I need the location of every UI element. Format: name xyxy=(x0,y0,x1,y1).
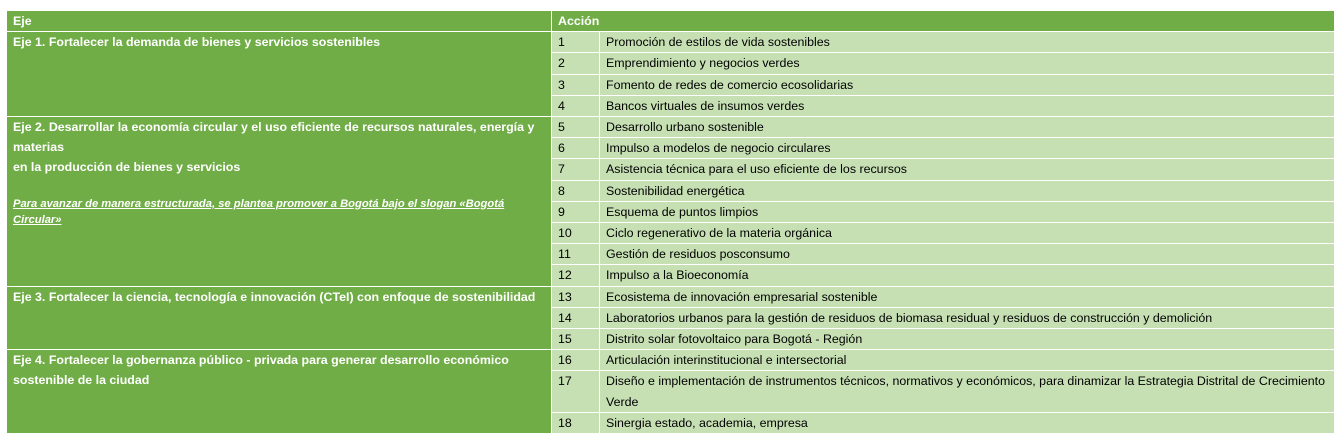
accion-text: Ecosistema de innovación empresarial sostenible xyxy=(600,286,1335,307)
eje-2-title-line2: en la producción de bienes y servicios xyxy=(13,160,241,175)
accion-number: 15 xyxy=(552,329,600,350)
eje-1-cell xyxy=(7,32,552,117)
accion-number: 1 xyxy=(552,32,600,53)
accion-number: 3 xyxy=(552,74,600,95)
accion-text: Ciclo regenerativo de la materia orgánica xyxy=(600,223,1335,244)
eje-2-cell xyxy=(7,117,552,287)
accion-number: 6 xyxy=(552,138,600,159)
eje-3-title: Eje 3. Fortalecer la ciencia, tecnología e innovación (CTeI) con enfoque de sostenibilidad xyxy=(13,289,536,304)
accion-text: Asistencia técnica para el uso eficiente de los recursos xyxy=(600,159,1335,180)
accion-number: 11 xyxy=(552,244,600,265)
eje-3-cell xyxy=(7,286,552,350)
accion-number: 9 xyxy=(552,201,600,222)
accion-number: 13 xyxy=(552,286,600,307)
accion-number: 17 xyxy=(552,371,600,412)
accion-number: 7 xyxy=(552,159,600,180)
header-row xyxy=(7,11,1335,32)
accion-number: 14 xyxy=(552,307,600,328)
accion-number: 4 xyxy=(552,95,600,116)
ejes-acciones-table xyxy=(6,10,1335,434)
table-row xyxy=(7,350,1335,371)
accion-text: Desarrollo urbano sostenible xyxy=(600,117,1335,138)
accion-number: 16 xyxy=(552,350,600,371)
accion-number: 10 xyxy=(552,223,600,244)
accion-text: Impulso a la Bioeconomía xyxy=(600,265,1335,286)
accion-text: Esquema de puntos limpios xyxy=(600,201,1335,222)
accion-text: Diseño e implementación de instrumentos técnicos, normativos y económicos, para dinamizar la Estrategia Distrital de Crecimiento Verde xyxy=(600,371,1335,412)
accion-text: Fomento de redes de comercio ecosolidarias xyxy=(600,74,1335,95)
accion-number: 5 xyxy=(552,117,600,138)
accion-number: 18 xyxy=(552,412,600,433)
table-row xyxy=(7,286,1335,307)
accion-text: Emprendimiento y negocios verdes xyxy=(600,53,1335,74)
accion-number: 12 xyxy=(552,265,600,286)
accion-number: 8 xyxy=(552,180,600,201)
accion-text: Sinergia estado, academia, empresa xyxy=(600,412,1335,433)
accion-text: Bancos virtuales de insumos verdes xyxy=(600,95,1335,116)
eje-4-title: Eje 4. Fortalecer la gobernanza público - privada para generar desarrollo económico sostenible de la ciudad xyxy=(13,353,509,388)
accion-text: Distrito solar fotovoltaico para Bogotá - Región xyxy=(600,329,1335,350)
accion-text: Sostenibilidad energética xyxy=(600,180,1335,201)
table-row xyxy=(7,117,1335,138)
accion-text: Laboratorios urbanos para la gestión de residuos de biomasa residual y residuos de construcción y demolición xyxy=(600,307,1335,328)
header-eje: Eje xyxy=(7,11,552,32)
accion-text: Gestión de residuos posconsumo xyxy=(600,244,1335,265)
eje-4-cell xyxy=(7,350,552,434)
header-accion: Acción xyxy=(552,11,1335,32)
accion-text: Promoción de estilos de vida sostenibles xyxy=(600,32,1335,53)
accion-text: Articulación interinstitucional e intersectorial xyxy=(600,350,1335,371)
eje-2-title-line1: Eje 2. Desarrollar la economía circular y el uso eficiente de recursos naturales, energía y materias xyxy=(13,120,535,155)
accion-text: Impulso a modelos de negocio circulares xyxy=(600,138,1335,159)
eje-1-title: Eje 1. Fortalecer la demanda de bienes y servicios sostenibles xyxy=(13,35,381,50)
table-row xyxy=(7,32,1335,53)
eje-2-note: Para avanzar de manera estructurada, se plantea promover a Bogotá bajo el slogan «Bogotá Circular» xyxy=(13,197,505,227)
accion-number: 2 xyxy=(552,53,600,74)
